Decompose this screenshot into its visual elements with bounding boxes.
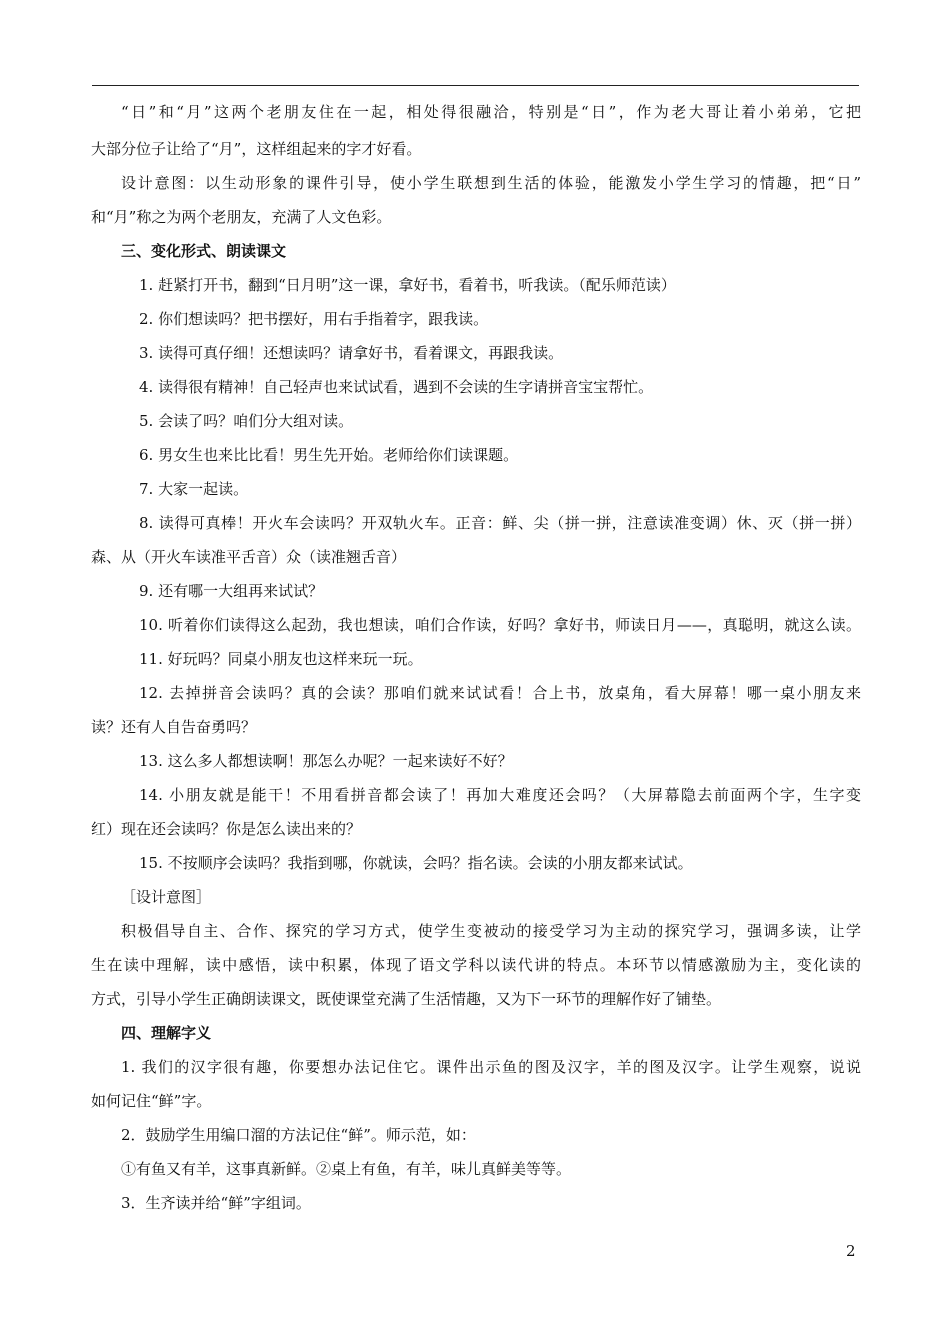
list-item: 6. 男女生也来比比看！男生先开始。老师给你们读课题。 xyxy=(139,446,519,464)
list-item: 8. 读得可真棒！开火车会读吗？开双轨火车。正音：鲜、尖（拼一拼，注意读准变调）休、灭（拼一拼） xyxy=(139,514,861,532)
paragraph-line: 设计意图：以生动形象的课件引导，使小学生联想到生活的体验，能激发小学生学习的情趣，把“日” xyxy=(121,174,861,192)
section-heading: 四、理解字义 xyxy=(121,1024,212,1042)
paragraph-line: 大部分位子让给了“月”，这样组起来的字才好看。 xyxy=(91,140,422,158)
paragraph-line: 和“月”称之为两个老朋友，充满了人文色彩。 xyxy=(91,208,392,226)
list-item: 7. 大家一起读。 xyxy=(139,480,249,498)
list-item: 11. 好玩吗？同桌小朋友也这样来玩一玩。 xyxy=(139,650,423,668)
paragraph-line: 方式，引导小学生正确朗读课文，既使课堂充满了生活情趣，又为下一环节的理解作好了铺垫。 xyxy=(91,990,722,1008)
list-item: 10. 听着你们读得这么起劲，我也想读，咱们合作读，好吗？拿好书，师读日月——，真聪明，就这么读。 xyxy=(139,616,861,634)
list-item: 14. 小朋友就是能干！不用看拼音都会读了！再加大难度还会吗？（大屏幕隐去前面两个字，生字变 xyxy=(139,786,861,804)
list-item-continuation: 森、从（开火车读准平舌音）众（读准翘舌音） xyxy=(91,548,407,566)
list-item: 4. 读得很有精神！自己轻声也来试试看，遇到不会读的生字请拼音宝宝帮忙。 xyxy=(139,378,654,396)
list-item: ①有鱼又有羊，这事真新鲜。②桌上有鱼，有羊，味儿真鲜美等等。 xyxy=(121,1160,572,1178)
list-item: 3．生齐读并给“鲜”字组词。 xyxy=(121,1194,311,1212)
paragraph-line: 生在读中理解，读中感悟，读中积累，体现了语文学科以读代讲的特点。本环节以情感激励为主，变化读的 xyxy=(91,956,861,974)
list-item: 2．鼓励学生用编口溜的方法记住“鲜”。师示范，如： xyxy=(121,1126,476,1144)
list-item-continuation: 红）现在还会读吗？你是怎么读出来的？ xyxy=(91,820,362,838)
design-intent-label: ［设计意图］ xyxy=(121,888,212,906)
list-item-continuation: 如何记住“鲜”字。 xyxy=(91,1092,212,1110)
list-item: 12. 去掉拼音会读吗？真的会读？那咱们就来试试看！合上书，放桌角，看大屏幕！哪一桌小朋友来 xyxy=(139,684,861,702)
section-heading: 三、变化形式、朗读课文 xyxy=(121,242,287,260)
page-number: 2 xyxy=(846,1242,856,1260)
list-item: 2. 你们想读吗？把书摆好，用右手指着字，跟我读。 xyxy=(139,310,489,328)
list-item-continuation: 读？还有人自告奋勇吗？ xyxy=(91,718,257,736)
header-rule xyxy=(92,85,859,86)
list-item: 1. 我们的汉字很有趣，你要想办法记住它。课件出示鱼的图及汉字，羊的图及汉字。让学生观察，说说 xyxy=(121,1058,861,1076)
document-body xyxy=(91,93,861,1220)
list-item: 13. 这么多人都想读啊！那怎么办呢？一起来读好不好？ xyxy=(139,752,513,770)
paragraph-line: “日”和“月”这两个老朋友住在一起，相处得很融洽，特别是“日”，作为老大哥让着小弟弟，它把 xyxy=(121,103,861,121)
list-item: 3. 读得可真仔细！还想读吗？请拿好书，看着课文，再跟我读。 xyxy=(139,344,564,362)
list-item: 1. 赶紧打开书，翻到“日月明”这一课，拿好书，看着书，听我读。（配乐师范读） xyxy=(139,276,676,294)
list-item: 15. 不按顺序会读吗？我指到哪，你就读，会吗？指名读。会读的小朋友都来试试。 xyxy=(139,854,693,872)
list-item: 9. 还有哪一大组再来试试？ xyxy=(139,582,324,600)
list-item: 5. 会读了吗？咱们分大组对读。 xyxy=(139,412,354,430)
paragraph-line: 积极倡导自主、合作、探究的学习方式，使学生变被动的接受学习为主动的探究学习，强调多读，让学 xyxy=(121,922,861,940)
